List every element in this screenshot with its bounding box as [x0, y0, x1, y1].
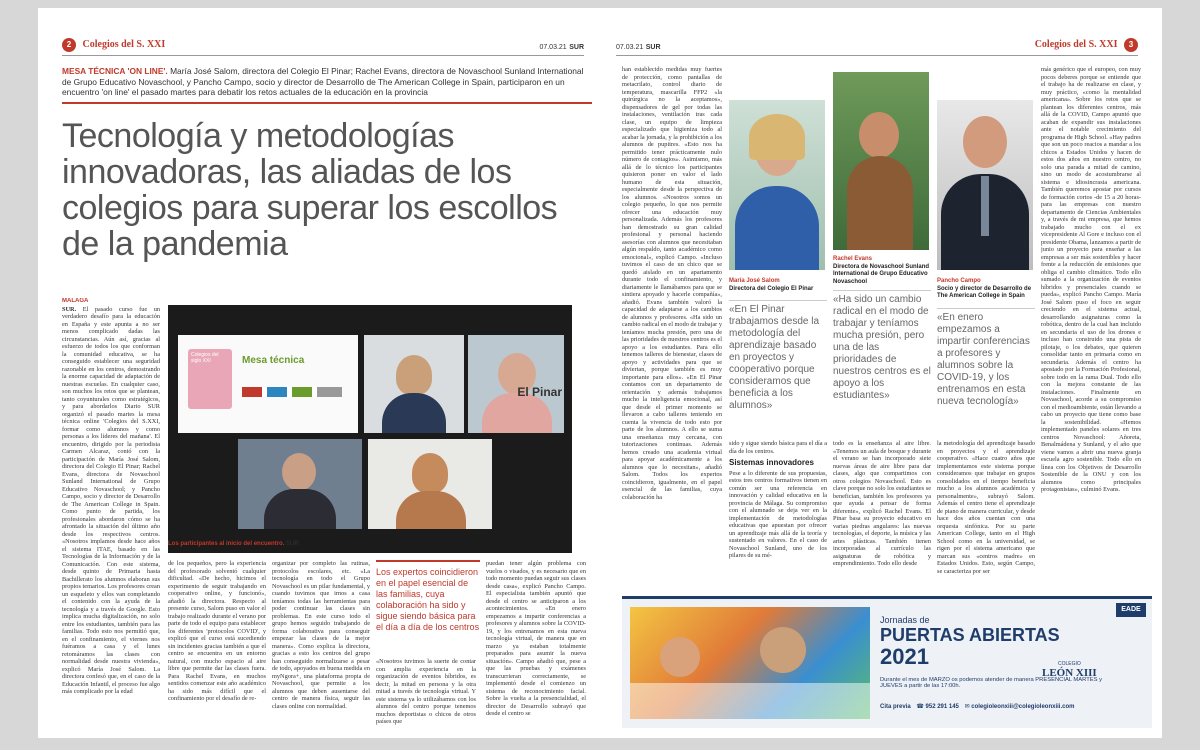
table: [630, 683, 870, 719]
runner-date: 07.03.21 SUR: [539, 44, 584, 51]
pull-quote: Los expertos coincidieron en el papel esencial de las familias, cuya colaboración ha sido y sigue siendo básica para el día a día de los centros: [376, 560, 480, 633]
quote-campo: «En enero empezamos a impartir conferencias a profesores y alumnos sobre la COVID-19, y los entrenamos en esta nueva tecnología»: [937, 308, 1035, 408]
mail-icon: ✉: [964, 704, 970, 710]
page-runner: [62, 38, 584, 56]
child-head: [660, 637, 700, 677]
article-column-5: más genérico que el europeo, con muy pocos deberes porque se entiende que el trabajo ha de realizarse en clase, y muy práctico, «como la mentalidad americana». Sobre los retos que se plantean los diferentes centros, más allá de la COVID, Campo apuntó que acaban de expandir sus instalaciones ante el notable crecimiento del programa de High School. «Hay padres que son un poco reacios a mandar a los chicos a Estados Unidos y hacen de estos dos años en nuestro centro, no solo una parada a mitad de camino, sino un modo de acostumbrarse al sistema e idiosincrasia americana. También queremos apostar por cursos de formación cortos -de 15 a 20 horas- para las empresas con nuestro departamento de Ciencias Ambientales y, a través de mi empresa, que hemos trabajado mucho con el ex vicepresidente Al Gore e incluso con el presidente Obama, lanzamos a partir de junio un proyecto para enseñar a las empresas a ser más sostenibles y hacer frente a la reducción de emisiones que obliga el cambio climático. Todo ello sumado a la organización de eventos híbridos y presenciales cuando se pueda», explicó Pancho Campo. María José Salom puso el foco en seguir creciendo en el sistema actual, desarrollando asignaturas como la robótica, dentro de la cual han incluido en secundaria el uso de los drones e incluso han construido una pista de pilotaje, o los debates, que quieren consolidar tanto en primaria como en secundaria. Además el centro ha apostado por la Formación Profesional, sobre todo en la rama Dual. Todo ello con la mejora constante de las instalaciones. Finalmente en Novaschool, acorde a su compromiso con el medioambiente, están llevando a cabo un proyecto que tiene como base la sostenibilidad. «Hemos implementado paneles solares en tres centros Novaschool: Añoreta, Benalmádena y Sunland, y el año que viene vamos a abrir una nueva granja escuela agro sostenible. Todo ello en línea con los Objetivos de Desarrollo Sostenible de la ONU y con los alumnos como principales protagonistas», culminó Evans.: [1041, 66, 1141, 493]
article-column-3: todo es la enseñanza al aire libre. «Tenemos un aula de bosque y durante el verano se han incorporado siete nuevas áreas de aire libre para dar clases, algo que compartimos con otros colegios Novaschool. Esto es clave porque no solo los estudiantes se benefician, también los profesores ya que ayuda a pensar de forma diferente», explicó Rachel Evans. El Pinar basa su proyecto educativo en varias piedras angulares: las nuevas tecnologías, el deporte, la música y las artes plásticas. También tienen incorporadas al currículo las asignaturas de robótica y emprendimiento. Todo ello desde: [833, 440, 931, 567]
email-link[interactable]: colegioleonxiii@colegioleonxiii.com: [971, 704, 1075, 710]
person-body: [482, 393, 552, 433]
person-body: [382, 393, 446, 433]
article-column-4: la metodología del aprendizaje basado en proyectos y el aprendizaje cooperativo. «Hace cuatro años que implementamos este sistema porque consideramos que trabajar en grupos consolidados en el tiempo beneficia mucho a los alumnos académica y personalmente», subrayó Salom. Además el centro tiene el aprendizaje de piano de manera curricular, y desde hace dos años cuentan con una orquesta sinfónica. Por su parte American College, tanto en el High School como en la universidad, se rigen por el sistema americano que marcan sus «centros madre» en Estados Unidos. Esto, según Campo, se caracteriza por ser: [937, 440, 1035, 575]
column-text: El pasado curso fue un verdadero desafío para la educación en España y este apunta a no ser menos complicado dadas las circunstancias. Aún así, gracias al esfuerzo de todos los que conforman la comunidad educativa, se ha conseguido establecer una seguridad razonable en los centros, demostrando la enorme capacidad de adaptación de nuestras escuelas. En cualquier caso, son muchos los retos que se plantean, tanto coyunturales como estratégicos, y para abordarlos Diario SUR organizó el pasado martes la mesa técnica online 'Colegios del S.XXI, formar como alumnos y como personas a los líderes del mañana'. El encuentro, dirigido por la periodista Carmen Alcaraz, contó con la participación de María José Salom, directora del Colegio El Pinar; Rachel Evans, directora de Novaschool Sunland International de Grupo Educativo Novaschool; y Pancho Campo, socio y director de Desarrollo de The American College in Spain. Como punto de partida, los profesionales abordaron cómo se ha afrontado la situación del último año desde los respectivos centros. «Nosotros implamos desde hace años el sistema ITAE, basado en las Tecnologías de la Información y de la Comunicación. Con este sistema, desde quinto de Primaria hasta Bachillerato los alumnos elaboran sus propios temarios. Los profesores crean un esqueleto y ellos van completando el contenido con la ayuda de la tecnología y a través de Google. Esto implica mucha digitalización, no solo entre los estudiantes, también para las familias. Todo esto nos permitió que, en el confinamiento, el viernes nos fuéramos a casa y el lunes retomáramos las clases con normalidad desde nuestra vivienda», explicó María José Salom. La directora confesó que, en el caso de la Educación Infantil, el proceso fue algo más complicado por la edad: [62, 305, 160, 695]
person-body: [396, 491, 466, 529]
tie: [981, 176, 989, 236]
page-number: 2: [62, 38, 76, 52]
slide-tile: [178, 335, 358, 433]
portrait-evans: [833, 72, 929, 250]
standfirst-text: María José Salom, directora del Colegio El Pinar; Rachel Evans, directora de Novaschool Sunland International de Grupo Educativo Novaschool, y Pancho Campo, socio y director de Desarrollo de The American College in Spain, participaron en un encuentro 'on line' el pasado martes para debatir los retos actuales de la educación en la provincia: [62, 66, 584, 97]
school-logo: COLEGIO LEÓN XIII: [1042, 661, 1097, 679]
person-head: [412, 453, 448, 493]
quote-evans: «Ha sido un cambio radical en el modo de trabajar y teníamos mucha presión, pero una de las prioridades de nuestros centros es el apoyo a los estudiantes»: [833, 290, 931, 402]
article-column-5: puedan tener algún problema con vuelos o visados, y es necesario que en todo momento puedan seguir sus clases desde casa», explicó Pancho Campo. El especialista también apuntó que desde el centro se anticiparon a los acontecimientos. «En enero empezamos a impartir conferencias a profesores y alumnos sobre la COVID-19, y los entrenamos en esta nueva tecnología virtual, de manera que en marzo ya estaban totalmente preparados para asumir la nueva situación». Campo añadió que, pese a que las pruebas y exámenes transcurrieran correctamente, se implementó desde el comienzo un sistema de reconocimiento facial. Sobre la vuelta a la presencialidad, el director de Desarrollo subrayó que desde el centro se: [486, 560, 586, 717]
portrait-campo: [937, 100, 1033, 270]
phone-icon: ☎: [916, 704, 924, 710]
eade-badge: EADE: [1116, 603, 1146, 617]
ad-heading: Jornadas de PUERTAS ABIERTAS 2021: [880, 615, 1060, 669]
article-column-2: sido y sigue siendo básica para el día a día de los centros. Sistemas innovadores Pese a lo diferente de sus propuestas, estos tres centros formativos tienen en común ser una referencia en innovación y calidad educativa en la provincia de Málaga. Su compromiso con el alumnado se deja ver en la implementación de metodologías educativas que apuestan por ofrecer un aprendizaje más allá de la teoría y sustentado en valores. En el caso de Novaschool Sunland, uno de los pilares de su mé-: [729, 440, 827, 559]
headline: Tecnología y metodologías innovadoras, las aliadas de los colegios para superar los escollos de la pandemia: [62, 117, 558, 263]
person-body: [735, 186, 819, 270]
byline: SUR.: [62, 305, 77, 313]
person-head: [396, 355, 432, 395]
standfirst: [62, 66, 594, 104]
runner-title: [1035, 38, 1138, 52]
kicker: MESA TÉCNICA 'ON LINE'.: [62, 66, 168, 76]
dateline: MÁLAGA: [62, 298, 89, 304]
ad-contact: Cita previa ☎ 952 291 145 ✉ colegioleonxiii@colegioleonxiii.com: [880, 704, 1075, 710]
article-column-4: «Nosotros tuvimos la suerte de contar con amplia experiencia en la organización de eventos híbridos, es decir, la mitad en persona y la otra mitad a través de tecnología virtual. Y este sistema ya lo utilizábamos con los alumnos del centro porque tenemos muchos deportistas o chicos de otros países que: [376, 658, 476, 725]
caption-campo: Pancho Campo Socio y director de Desarrollo de The American College in Spain: [937, 278, 1032, 299]
participant-tile-salom: [364, 335, 464, 433]
page-runner: [616, 38, 1138, 56]
person-hair: [749, 114, 805, 160]
ad-photo: [630, 607, 870, 719]
slide-title: Mesa técnica: [242, 355, 305, 366]
right-page: [592, 8, 1162, 738]
person-head: [282, 453, 316, 491]
portrait-salom: [729, 100, 825, 270]
quote-salom: «En El Pinar trabajamos desde la metodología del aprendizaje basado en proyectos y cooperativo porque consideramos que beneficia a los alumnos»: [729, 300, 827, 412]
participant-tile-pinar: [468, 335, 564, 433]
article-column-3: organizar por completo las rutinas, protocolos escolares, etc. «La tecnología en todo el Grupo Novaschool es un pilar fundamental, y cuando tuvimos que irnos a casa teníamos todas las herramientas para poder continuar las clases sin problemas. En este curso todo el grupo hemos seguido trabajando de forma colaborativa para conseguir empezar las clases de la mejor manera». Como explica la directora, gracias a esto los centros del grupo han conseguido normalizarse a pesar de todo, apoyados en buena medida en myNgora+, una plataforma propia de Novaschool, que permite a los alumnos que deben ausentarse del centro de manera física, seguir las clases online con normalidad.: [272, 560, 370, 710]
person-body: [847, 156, 913, 250]
article-column-1: [62, 298, 160, 728]
left-page: [38, 8, 608, 738]
photo-caption: Los participantes al inicio del encuentro. SUR: [168, 541, 299, 547]
caption-salom: María José Salom Directora del Colegio El Pinar: [729, 278, 814, 292]
person-head: [859, 112, 899, 158]
child-head: [760, 627, 806, 673]
person-body: [264, 489, 336, 529]
participant-tile-campo: [238, 439, 362, 529]
ad-body: Durante el mes de MARZO os podemos atender de manera PRESENCIAL MARTES y JUEVES a partir de las 17:00h.: [880, 677, 1102, 689]
video-conference-photo: [168, 305, 572, 553]
page-number: 3: [1124, 38, 1138, 52]
article-column-2: de los pequeños, pero la experiencia del profesorado solventó cualquier dificultad. «De hecho, hicimos el experimento de seguir trabajando en cooperativo online, y funcionó», añadió la directora. Respecto al presente curso, Salom puso en valor el trabajo realizado durante el verano por parte de todo el equipo para establecer los diferentes 'protocolos COVID', y explicó que el curso está sucediendo sin incidentes gracias también a que el centro se encuentra en un entorno natural, con mucho espacio al aire libre que permite dar las clases fuera. Para Rachel Evans, en muchos sentidos comenzar este año académico ha sido más difícil que el confinamiento por el desafío de re-: [168, 560, 266, 702]
subheading: Sistemas innovadores: [729, 458, 814, 467]
magazine-cover: Colegios del siglo XXI: [188, 349, 232, 409]
sponsor-logos: [242, 387, 342, 397]
caption-evans: Rachel Evans Directora de Novaschool Sunland International de Grupo Educativo Novaschool: [833, 256, 930, 285]
participant-tile-evans: [368, 439, 492, 529]
slide-tag: El Pinar: [517, 385, 562, 399]
advertisement: [622, 596, 1152, 728]
article-column-1: han establecido medidas muy fuertes de protección, como pantallas de metacrilato, control diario de temperatura, mascarilla FFP2 «la quirúrgica no la aceptamos», dispensadores de gel por todas las instalaciones, ventilación tras cada clase, un equipo de limpieza especializado que higieniza todo al acabar la jornada, y la prohibición a los alumnos de pupitres. «Esto nos ha permitido tener prácticamente nulo número de contagios». Asimismo, más allá de lo técnico los participantes quisieron poner en valor el lado humano de esta situación, especialmente desde la perspectiva de los alumnos. «Nosotros somos un colegio pequeño, lo que nos permite ofrecer una educación muy personalizada. Además los profesores han demostrado su gran calidad profesional y personal haciendo asesorías con alumnos que necesitaban algún respaldo, tanto académico como emocional», explicó Campo. «Incluso tuvimos el caso de un chico que se quedó aislado en un apartamento durante todo el confinamiento, y diariamente le llamábamos para que se sintiera apoyado y hacerle compañía», añadió. Evans también valoró la capacidad de adaptarse a los cambios de alumnos y profesores. «Ha sido un cambio radical en el modo de trabajar y teníamos mucha presión, pero una de las prioridades de nuestros centros es el apoyo a los estudiantes. Para ello tenemos talleres de bienestar, clases de apoyo y actividades para que se diviertan, porque también es muy importante para ellos». «En El Pinar contamos con un departamento de orientación y además trabajamos mucho la inteligencia emocional, así que desde el primer momento se llevaron a cabo talleres teniendo en cuenta la vivencia de todo esto por parte de los alumnos. A ello se suma una enseñanza muy cercana, con tutorizaciones continuas. Además hemos creado una academia virtual para apoyar académicamente a los alumnos que lo necesitan», añadió Salom. Todos los expertos coincidieron, igualmente, en el papel esencial de las familias, cuya colaboración ha: [622, 66, 722, 501]
person-head: [963, 116, 1007, 168]
section-title: Colegios del S. XXI: [1034, 39, 1118, 50]
runner-date: 07.03.21 SUR: [616, 44, 661, 51]
section-title: Colegios del S. XXI: [82, 39, 166, 50]
